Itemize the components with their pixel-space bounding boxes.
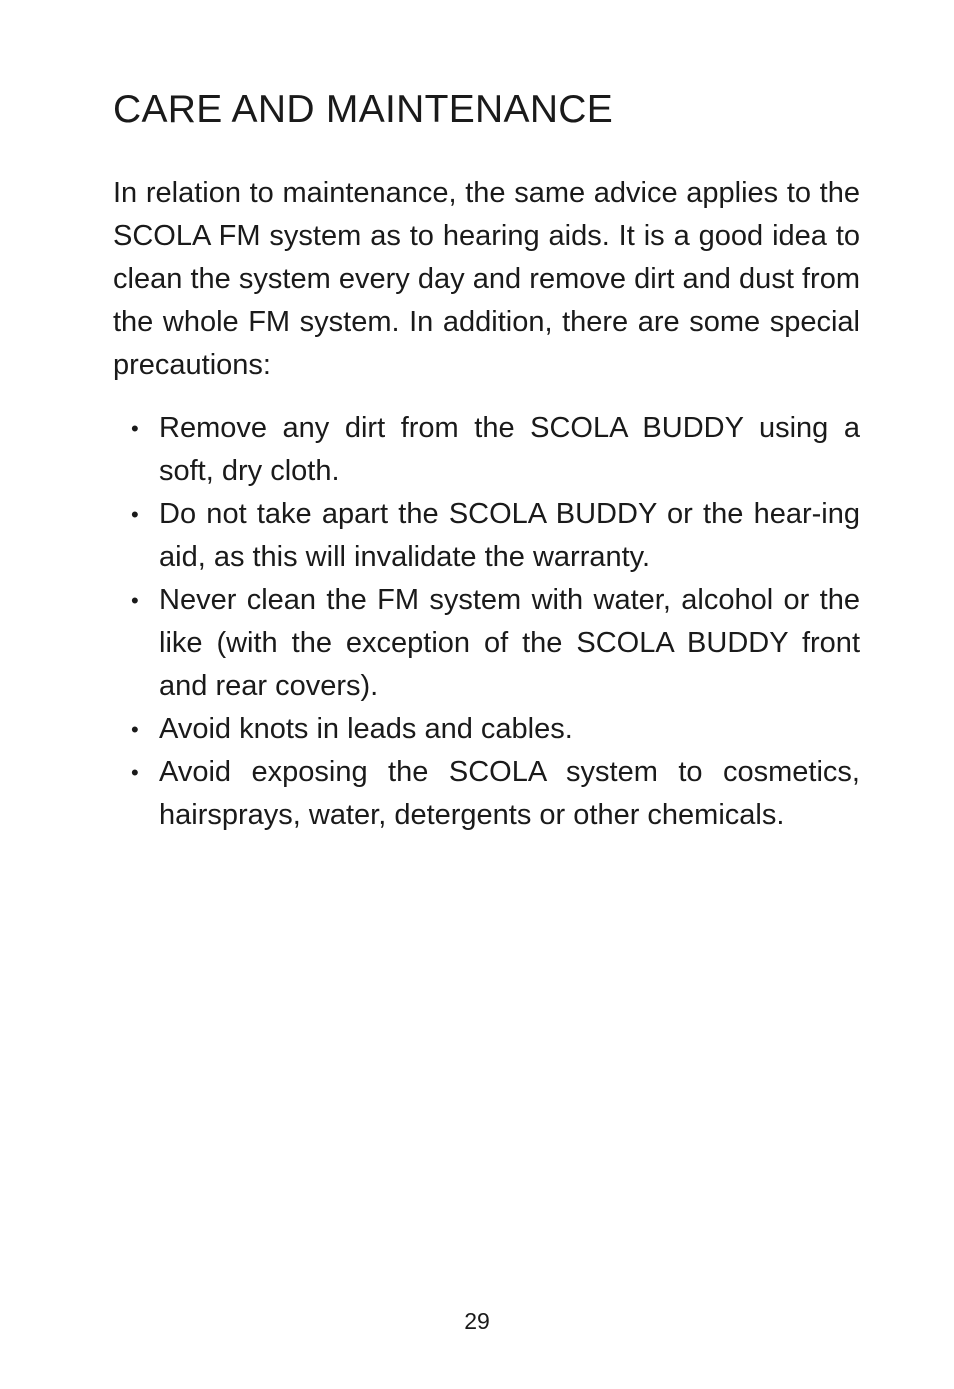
page-content [113, 84, 860, 837]
list-item-text: Remove any dirt from the SCOLA BUDDY using a soft, dry cloth. [159, 412, 860, 487]
page-title: CARE AND MAINTENANCE [113, 88, 614, 131]
list-item-text: Avoid knots in leads and cables. [159, 713, 573, 745]
list-item-text: Never clean the FM system with water, alcohol or the like (with the exception of the SCOLA BUDDY front and rear covers). [159, 584, 860, 702]
list-item-text: Avoid exposing the SCOLA system to cosmetics, hairsprays, water, detergents or other chemicals. [159, 756, 860, 831]
list-item [113, 407, 860, 493]
bullet-icon: • [131, 717, 139, 742]
list-item-text: Do not take apart the SCOLA BUDDY or the hear-ing aid, as this will invalidate the warranty. [159, 498, 860, 573]
intro-paragraph: In relation to maintenance, the same advice applies to the SCOLA FM system as to hearing aids. It is a good idea to clean the system every day and remove dirt and dust from the whole FM system. In addition, there are some special precautions: [113, 177, 860, 381]
list-item [113, 493, 860, 579]
list-item [113, 579, 860, 708]
list-item [113, 751, 860, 837]
bullet-icon: • [131, 760, 139, 785]
list-item [113, 708, 860, 751]
page-number: 29 [464, 1308, 490, 1334]
bullet-icon: • [131, 588, 139, 613]
bullet-icon: • [131, 416, 139, 441]
precautions-list [113, 407, 860, 837]
bullet-icon: • [131, 502, 139, 527]
